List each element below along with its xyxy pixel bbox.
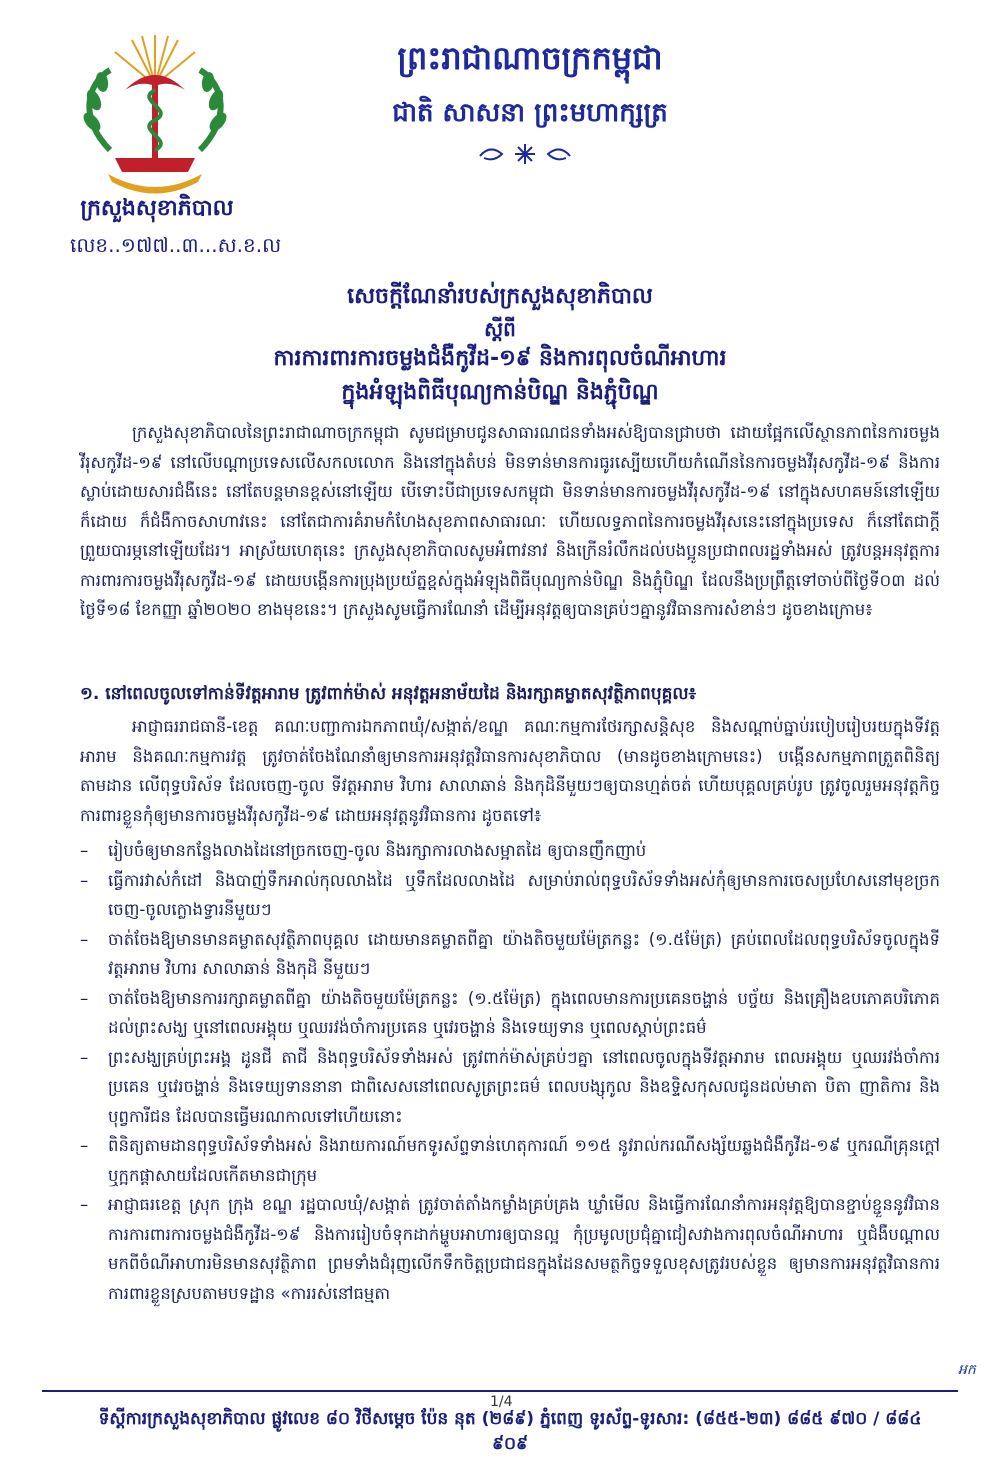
document-title-about: ស្តីពី bbox=[484, 317, 516, 341]
section-1-heading: ១. នៅពេលចូលទៅកាន់ទីវត្តអារាម ត្រូវពាក់ម៉ាស់ អនុវត្តអនាម័យដៃ និងរក្សាគម្លាតសុវត្ថិភាពបុគ្គល៖ bbox=[80, 684, 697, 704]
footer-address: ទីស្តីការក្រសួងសុខាភិបាល ផ្លូវលេខ ៨០ វិថីសម្តេច ប៉ែន នុត (២៨៩) ភ្នំពេញ ទូរស័ព្ទ-ទូរសារ: (៨៥៥-២៣) ៨៨៥ ៩៧០ / ៨៨៤ ៩០៩ bbox=[98, 1409, 922, 1454]
ministry-name: ក្រសួងសុខាភិបាល bbox=[80, 196, 234, 221]
list-item: – ចាត់ចែងឱ្យមានការរក្សាគម្លាតពីគ្នា យ៉ាងតិចមួយម៉ែត្រកន្លះ (១.៥ម៉ែត្រ) ក្នុងពេលមានការប្រគេនចង្ហាន់ បច្ច័យ និងគ្រឿងឧបភោគបរិភោគ ដល់ព្រះសង្ឃ ឬនៅពេលអង្គុយ ឬឈរវង់ចាំការប្រគេន ឬវេរចង្ហាន់ និងទេយ្យទាន ឬពេលស្តាប់ព្រះធម៌ bbox=[80, 988, 940, 1037]
list-item: – ចាត់ចែងឱ្យមានមានគម្លាតសុវត្ថិភាពបុគ្គល ដោយមានគម្លាតពីគ្នា យ៉ាងតិចមួយម៉ែត្រកន្លះ (១.៥ម៉ែត្រ) គ្រប់ពេលដែលពុទ្ធបរិស័ទចូលក្នុងទីវត្តអារាម វិហារ សាលាឆាន់ និងកុដិ នីមួយៗ bbox=[80, 929, 940, 978]
kingdom-heading: ព្រះរាជាណាចក្រកម្ពុជា bbox=[397, 39, 663, 77]
page-number: 1/4 bbox=[490, 1394, 513, 1410]
section-1-intro: អាជ្ញាធររាជធានី-ខេត្ត គណៈបញ្ជាការឯកភាពឃុំ/សង្កាត់/ខណ្ឌ គណៈកម្មការថែរក្សាសន្តិសុខ និងសណ្តាប់ធ្នាប់របៀបរៀបរយក្នុងទីវត្តអារាម និងគណៈកម្មការវត្ត ត្រូវចាត់ចែងណែនាំឲ្យមានការអនុវត្តវិធានការសុខាភិបាល (មានដូចខាងក្រោមនេះ) បង្កើនសកម្មភាពត្រួតពិនិត្យ តាមដាន លើពុទ្ធបរិស័ទ ដែលចេញ-ចូល ទីវត្តអារាម វិហារ សាលាឆាន់ និងកុដិនីមួយៗឲ្យបានហ្មត់ចត់ ហើយបុគ្គលគ្រប់រូប ត្រូវចូលរួមអនុវត្តកិច្ចការពារខ្លួនកុំឲ្យមានការចម្លងវីរុសកូវីដ-១៩ ដោយអនុវត្តនូវវិធានការ ដូចតទៅ៖ bbox=[80, 717, 940, 825]
reference-number: លេខ..១៧៧..៣...ស.ខ.ល bbox=[70, 233, 282, 257]
document-title: សេចក្តីណែនាំរបស់ក្រសួងសុខាភិបាល bbox=[347, 284, 653, 309]
intro-paragraph: ក្រសួងសុខាភិបាលនៃព្រះរាជាណាចក្រកម្ពុជា សូមជម្រាបជូនសាធារណជនទាំងអស់ឱ្យបានជ្រាបថា ដោយផ្អែកលើស្ថានភាពនៃការចម្លងវីរុសកូវីដ-១៩ នៅលើបណ្តាប្រទេសលើសកលលោក និងនៅក្នុងតំបន់ មិនទាន់មានការធូរស្បើយហើយកំណើននៃការចម្លងវីរុសកូវីដ-១៩ និងការស្លាប់ដោយសារជំងឺនេះ នៅតែបន្តមានខ្ពស់នៅឡើយ បើទោះបីជាប្រទេសកម្ពុជា មិនទាន់មានការចម្លងវីរុសកូវីដ-១៩ នៅក្នុងសហគមន៍នៅឡើយក៏ដោយ ក៏ជំងឺកាចសាហាវនេះ នៅតែជាការគំរាមកំហែងសុខភាពសាធារណៈ ហើយលទ្ធភាពនៃការចម្លងវីរុសនេះនៅក្នុងប្រទេស ក៏នៅតែជាក្តីព្រួយបារម្ភនៅឡើយដែរ។ អាស្រ័យហេតុនេះ ក្រសួងសុខាភិបាលសូមអំពាវនាវ និងក្រើនរំលឹកដល់បងប្អូនប្រជាពលរដ្ឋទាំងអស់ ត្រូវបន្តអនុវត្តការការពារការចម្លងវីរុសកូវីដ-១៩ ដោយបង្កើនការប្រុងប្រយ័ត្នខ្ពស់ក្នុងអំឡុងពិធីបុណ្យកាន់បិណ្ឌ និងភ្ជុំបិណ្ឌ ដែលនឹងប្រព្រឹត្តទៅចាប់ពីថ្ងៃទី០៣ ដល់ថ្ងៃទី១៨ ខែកញ្ញា ឆ្នាំ២០២០ ខាងមុខនេះ។ ក្រសួងសូមធ្វើការណែនាំ ដើម្បីអនុវត្តឲ្យបានគ្រប់ៗគ្នានូវវិធានការសំខាន់ៗ ដូចខាងក្រោម៖ bbox=[80, 423, 940, 619]
footer-divider bbox=[42, 1390, 958, 1392]
list-item: – ធ្វើការវាស់កំដៅ និងបាញ់ទឹកអាល់កុលលាងដៃ ឬទឹកដែលលាងដៃ សម្រាប់រាល់ពុទ្ធបរិស័ទទាំងអស់កុំឲ្យមានការចេសប្រហែសនៅមុខច្រកចេញ-ចូលក្លោងទ្វារនីមួយៗ bbox=[80, 870, 940, 919]
initials-mark: អក bbox=[958, 1362, 976, 1378]
document-subject-line-2: ក្នុងអំឡុងពិធីបុណ្យកាន់បិណ្ឌ និងភ្ជុំបិណ្ឌ bbox=[341, 380, 659, 405]
document-subject-line-1: ការការពារការចម្លងជំងឺកូវីដ-១៩ និងការពុលចំណីអាហារ bbox=[273, 346, 727, 371]
list-item: – រៀបចំឲ្យមានកន្លែងលាងដៃនៅច្រកចេញ-ចូល និងរក្សាការលាងសម្អាតដៃ ឲ្យបានញឹកញាប់ bbox=[80, 841, 647, 860]
national-motto: ជាតិ សាសនា ព្រះមហាក្សត្រ bbox=[392, 98, 668, 128]
list-item: – ព្រះសង្ឃគ្រប់ព្រះអង្គ ដូនជី តាជី និងពុទ្ធបរិស័ទទាំងអស់ ត្រូវពាក់ម៉ាស់គ្រប់ៗគ្នា នៅពេលចូលក្នុងទីវត្តអារាម ពេលអង្គុយ ឬឈរវង់ចាំការប្រគេន ឬវេរចង្ហាន់ និងទេយ្យទាននានា ជាពិសេសនៅពេលសូត្រព្រះធម៌ ពេលបង្សុកូល និងឧទ្ទិសកុសលជូនដល់មាតា បិតា ញាតិការ និងបុព្វការីជន ដែលបានធ្វើមរណកាលទៅហើយនោះ bbox=[80, 1047, 940, 1126]
list-item: – អាជ្ញាធរខេត្ត ស្រុក ក្រុង ខណ្ឌ រដ្ឋបាលឃុំ/សង្កាត់ ត្រូវចាត់តាំងកម្លាំងគ្រប់គ្រង ឃ្លាំមើល និងធ្វើការណែនាំការអនុវត្តឱ្យបានខ្ជាប់ខ្ជួននូវវិធានការការពារការចម្លងជំងឺកូវីដ-១៩ និងការរៀបចំទុកដាក់ម្ហូបអាហារឲ្យបានល្អ កុំប្រមូលប្រជុំគ្នាជៀសវាងការពុលចំណីអាហារ ឬជំងឺបណ្តាលមកពីចំណីអាហារមិនមានសុវត្ថិភាព ព្រមទាំងជំរុញលើកទឹកចិត្តប្រជាជនក្នុងដែនសមត្ថកិច្ចទទួលខុសត្រូវរបស់ខ្លួន ឲ្យមានការអនុវត្តវិធានការការពារខ្លួនស្របតាមបទដ្ឋាន «ការរស់នៅធម្មតា bbox=[80, 1195, 940, 1303]
list-item: – ពិនិត្យតាមដានពុទ្ធបរិស័ទទាំងអស់ និងរាយការណ៍មកទូរស័ព្ទទាន់ហេតុការណ៍ ១១៥ នូវរាល់ករណីសង្ស័យឆ្លងជំងឺកូវីដ-១៩ ឬករណីគ្រុនក្តៅ ឬក្អកផ្តាសាយដែលកើតមានជាក្រុម bbox=[80, 1136, 940, 1185]
ministry-logo-icon bbox=[70, 30, 240, 195]
ornament-divider-icon bbox=[470, 140, 580, 168]
measures-list bbox=[80, 836, 940, 1308]
